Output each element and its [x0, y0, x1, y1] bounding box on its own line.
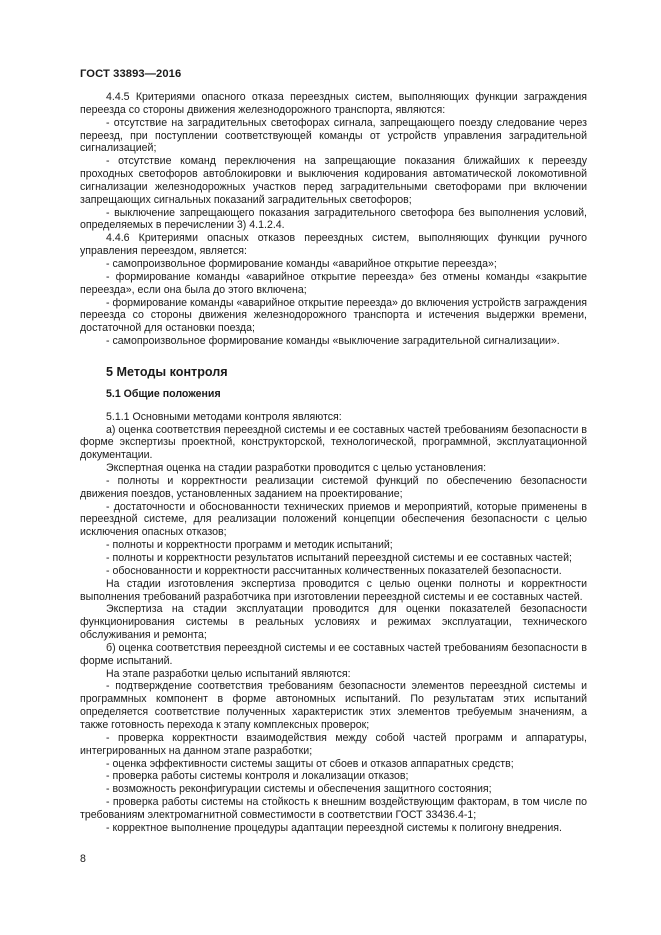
- list-item: - самопроизвольное формирование команды «аварийное открытие переезда»;: [106, 257, 497, 270]
- paragraph: На этапе разработки целью испытаний являются:: [106, 667, 351, 680]
- paragraph: На стадии изготовления экспертиза проводится с целью оценки полноты и корректности выполнения требований разработчика при изготовлении переездной системы и ее составных частей.: [80, 577, 587, 603]
- document-body: [80, 91, 587, 835]
- list-item: - формирование команды «аварийное открытие переезда» до включения устройств заграждения переезда со стороны движения железнодорожного транспорта и истечения выдержки времени, достаточной для остановки поезда;: [80, 296, 587, 335]
- list-item: - проверка работы системы на стойкость к внешним воздействующим факторам, в том числе по требованиям электромагнитной совместимости в соответствии ГОСТ 33436.4-1;: [80, 796, 587, 821]
- list-item: - полноты и корректности результатов испытаний переездной системы и ее составных частей;: [106, 552, 572, 564]
- list-item: б) оценка соответствия переездной системы и ее составных частей требованиям безопасности в форме испытаний.: [80, 641, 587, 667]
- paragraph: Экспертная оценка на стадии разработки проводится с целью установления:: [106, 462, 487, 475]
- clause-4-4-6: 4.4.6 Критериями опасных отказов переездных систем, выполняющих функции ручного управления переездом, является:: [80, 232, 587, 258]
- list-item: - возможность реконфигурации системы и обеспечения защитного состояния;: [106, 783, 492, 796]
- list-item: - корректное выполнение процедуры адаптации переездной системы к полигону внедрения.: [106, 821, 562, 834]
- list-item: - проверка работы системы контроля и локализации отказов;: [106, 770, 409, 783]
- list-item: а) оценка соответствия переездной системы и ее составных частей требованиям безопасности в форме экспертизы проектной, конструкторской, технологической, программной, эксплуатационной документации.: [80, 423, 587, 462]
- list-item: - полноты и корректности реализации системой функций по обеспечению безопасности движения поездов, установленных заданием на проектирование;: [80, 474, 587, 500]
- list-item: - формирование команды «аварийное открытие переезда» без отмены команды «закрытие переезда», если она была до этого включена;: [80, 270, 587, 296]
- clause-4-4-5: 4.4.5 Критериями опасного отказа переездных систем, выполняющих функции заграждения переезда со стороны движения железнодорожного транспорта, являются:: [80, 91, 587, 116]
- subsection-heading-5-1: 5.1 Общие положения: [106, 387, 221, 400]
- list-item: - достаточности и обоснованности технических приемов и мероприятий, которые применены в переездной системе, для реализации положений концепции обеспечения безопасности с целью исключения опасных отказов;: [80, 500, 587, 539]
- list-item: - самопроизвольное формирование команды «выключение заградительной сигнализации».: [106, 335, 560, 348]
- list-item: - оценка эффективности системы защиты от сбоев и отказов аппаратных средств;: [106, 757, 514, 770]
- section-heading-5: 5 Методы контроля: [106, 364, 228, 379]
- list-item: - выключение запрещающего показания заградительного светофора без выполнения условий, определяемых в перечислении 3) 4.1.2.4.: [80, 206, 587, 232]
- list-item: - проверка корректности взаимодействия между собой частей программ и аппаратуры, интегрированных на данном этапе разработки;: [80, 731, 587, 757]
- clause-5-1-1: 5.1.1 Основными методами контроля являются:: [106, 410, 342, 423]
- list-item: - подтверждение соответствия требованиям безопасности элементов переездной системы и программных компонент в форме автономных испытаний. По результатам этих испытаний определяется соответствие полученных характеристик этих элементов требуемым значениям, а также готовность перехода к этапу комплексных проверок;: [80, 680, 587, 731]
- paragraph: Экспертиза на стадии эксплуатации проводится для оценки показателей безопасности функционирования системы в реальных условиях и режимах эксплуатации, технического обслуживания и ремонта;: [80, 603, 587, 642]
- page-header-title: ГОСТ 33893—2016: [80, 68, 182, 80]
- page-number: 8: [80, 853, 86, 865]
- list-item: - обоснованности и корректности рассчитанных количественных показателей безопасности.: [106, 564, 562, 577]
- list-item: - отсутствие команд переключения на запрещающие показания ближайших к переезду проходных светофоров автоблокировки и выключения кодирования автоматической локомотивной сигнализации железнодорожных участков перед заградительными светофорами при включении запрещающих сигнальных показаний заградительных светофоров;: [80, 155, 587, 206]
- list-item: - полноты и корректности программ и методик испытаний;: [106, 539, 393, 552]
- list-item: - отсутствие на заградительных светофорах сигнала, запрещающего поезду следование через переезд, при поступлении соответствующей команды от устройств управления заградительной сигнализацией;: [80, 116, 587, 155]
